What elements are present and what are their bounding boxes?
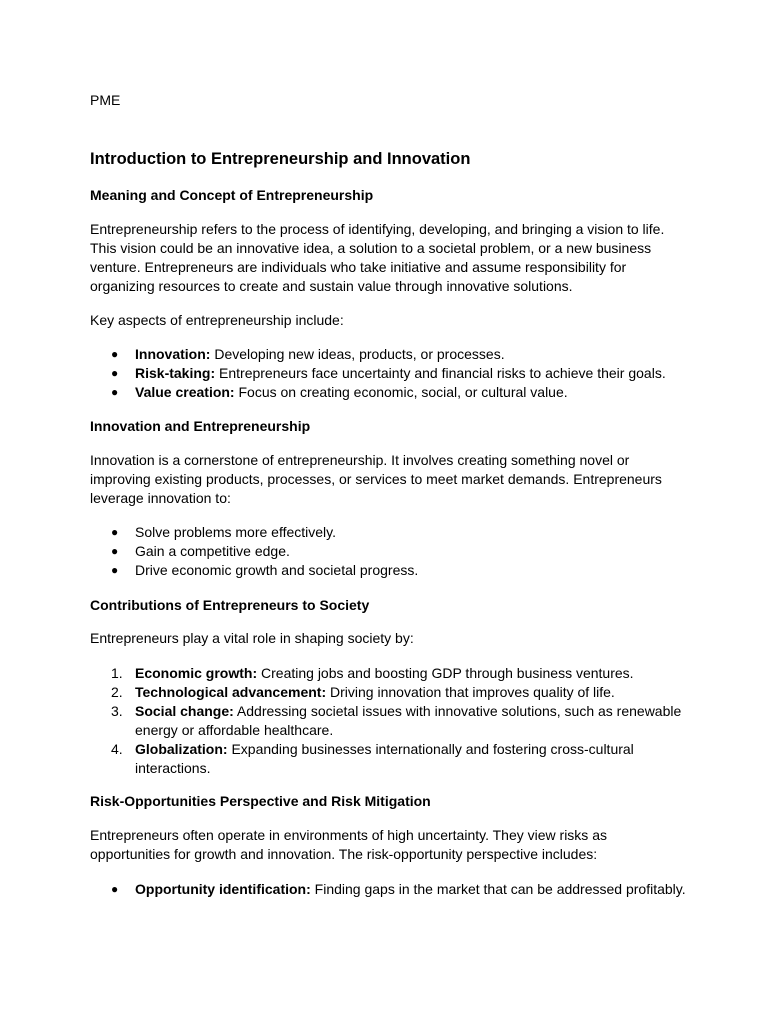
list-item bbox=[90, 740, 690, 778]
bullet-icon: ● bbox=[111, 882, 119, 896]
list-item-text: Creating jobs and boosting GDP through business ventures. bbox=[257, 665, 634, 681]
innovation-paragraph: Innovation is a cornerstone of entrepreneurship. It involves creating something novel or improving existing products, processes, or services to meet market demands. Entrepreneurs leverage innovation to: bbox=[90, 452, 662, 506]
bullet-icon: ● bbox=[111, 347, 119, 361]
bullet-icon: ● bbox=[111, 366, 119, 380]
list-item bbox=[90, 542, 690, 561]
list-item bbox=[90, 880, 690, 899]
list-item-text: Addressing societal issues with innovative solutions, such as renewable energy or affordable healthcare. bbox=[135, 703, 682, 738]
list-item-term: Risk-taking: bbox=[135, 365, 216, 381]
list-item-text: Developing new ideas, products, or processes. bbox=[210, 346, 505, 362]
key-aspects-list bbox=[90, 345, 690, 402]
list-item bbox=[90, 561, 690, 580]
list-item-text: Expanding businesses internationally and fostering cross-cultural interactions. bbox=[135, 741, 634, 776]
list-item-term: Innovation: bbox=[135, 346, 211, 362]
list-number: 1. bbox=[111, 665, 123, 681]
list-item-term: Technological advancement: bbox=[135, 684, 327, 700]
list-number: 3. bbox=[111, 703, 123, 719]
list-item-text: Finding gaps in the market that can be addressed profitably. bbox=[310, 881, 686, 897]
list-item bbox=[90, 364, 690, 383]
document-label: PME bbox=[90, 92, 121, 108]
section-heading-innovation: Innovation and Entrepreneurship bbox=[90, 418, 311, 434]
bullet-icon: ● bbox=[111, 385, 119, 399]
list-item-text: Gain a competitive edge. bbox=[135, 543, 290, 559]
list-item bbox=[90, 523, 690, 542]
list-item bbox=[90, 664, 690, 683]
list-item-text: Entrepreneurs face uncertainty and financial risks to achieve their goals. bbox=[215, 365, 666, 381]
list-item-term: Economic growth: bbox=[135, 665, 258, 681]
list-item-term: Social change: bbox=[135, 703, 234, 719]
section-heading-contributions: Contributions of Entrepreneurs to Society bbox=[90, 597, 370, 613]
list-item bbox=[90, 683, 690, 702]
section-heading-meaning: Meaning and Concept of Entrepreneurship bbox=[90, 187, 374, 203]
bullet-icon: ● bbox=[111, 525, 119, 539]
risk-paragraph: Entrepreneurs often operate in environments of high uncertainty. They view risks as opportunities for growth and innovation. The risk-opportunity perspective includes: bbox=[90, 827, 607, 862]
list-item bbox=[90, 702, 690, 740]
list-item-text: Focus on creating economic, social, or cultural value. bbox=[234, 384, 568, 400]
list-item-text: Drive economic growth and societal progress. bbox=[135, 562, 419, 578]
list-item-term: Globalization: bbox=[135, 741, 228, 757]
meaning-paragraph: Entrepreneurship refers to the process of identifying, developing, and bringing a vision to life. This vision could be an innovative idea, a solution to a societal problem, or a new business venture. Entrepreneurs are individuals who take initiative and assume responsibility for organizing resources to create and sustain value through innovative solutions. bbox=[90, 221, 665, 294]
bullet-icon: ● bbox=[111, 563, 119, 577]
list-number: 4. bbox=[111, 741, 123, 757]
list-item-text: Driving innovation that improves quality of life. bbox=[326, 684, 615, 700]
risk-list bbox=[90, 880, 690, 899]
key-aspects-intro: Key aspects of entrepreneurship include: bbox=[90, 312, 344, 328]
bullet-icon: ● bbox=[111, 544, 119, 558]
section-heading-risk: Risk-Opportunities Perspective and Risk Mitigation bbox=[90, 793, 431, 809]
list-item bbox=[90, 345, 690, 364]
contributions-paragraph: Entrepreneurs play a vital role in shaping society by: bbox=[90, 630, 414, 646]
page-title: Introduction to Entrepreneurship and Innovation bbox=[90, 150, 471, 168]
list-number: 2. bbox=[111, 684, 123, 700]
list-item-text: Solve problems more effectively. bbox=[135, 524, 337, 540]
innovation-list bbox=[90, 523, 690, 580]
list-item bbox=[90, 383, 690, 402]
contributions-list bbox=[90, 664, 690, 778]
list-item-term: Opportunity identification: bbox=[135, 881, 311, 897]
list-item-term: Value creation: bbox=[135, 384, 235, 400]
